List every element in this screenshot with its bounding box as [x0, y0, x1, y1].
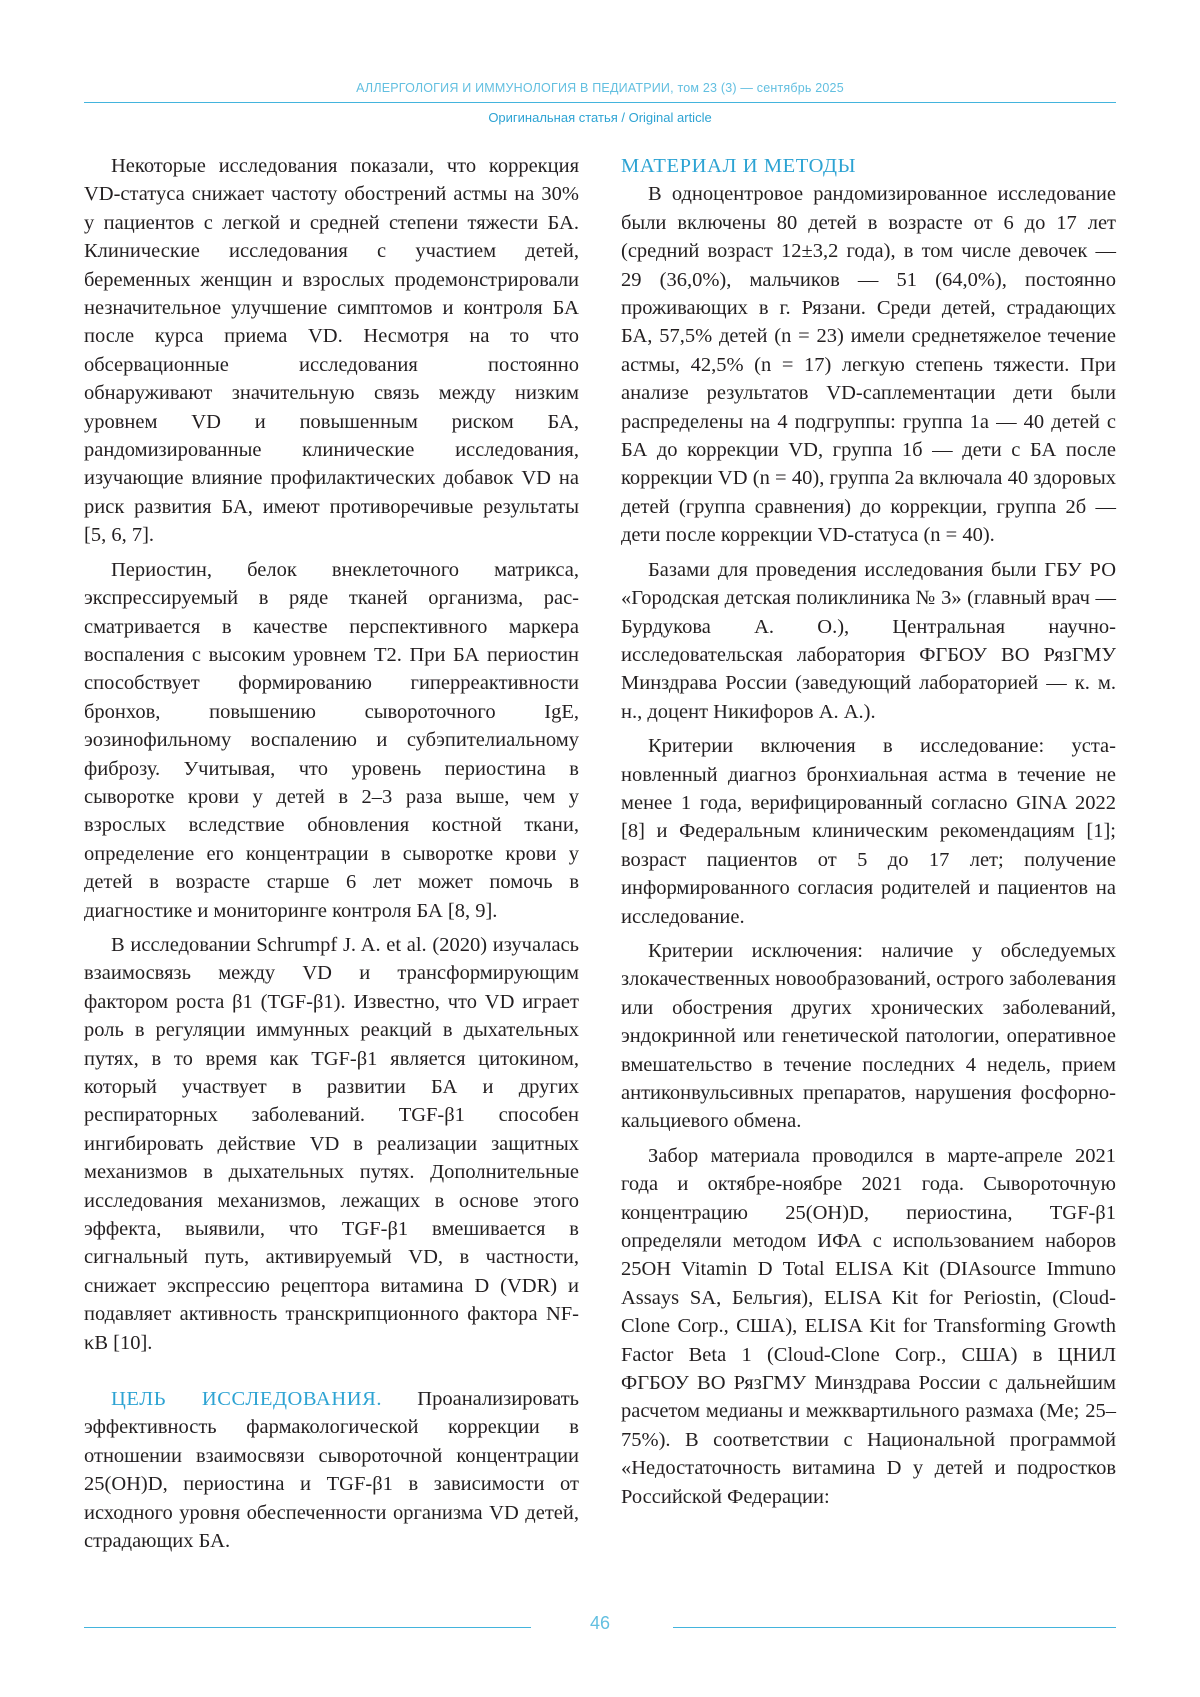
paragraph-vd-correction: Некоторые исследования показали, что коррекция VD-статуса снижает частоту обострений астмы на 30% у пациентов с легкой и средней степени тяжести БА. Клинические исследования с участием детей, беременных женщин и взрослых продемонстрировали незначительное улучшение симптомов и контроля БА после курса приема VD. Несмотря на то что обсервационные исследования постоянно обнаруживают значительную связь между низким уровнем VD и повышенным риском БА, рандомизированные клинические исследования, изучающие влияние профилактических добавок VD на риск развития БА, имеют противоречивые результаты [5, 6, 7].: [84, 155, 579, 547]
page-number: 46: [589, 1613, 611, 1633]
paragraph-tgf-beta: В исследовании Schrumpf J. A. et al. (2020) изучалась взаимосвязь между VD и трансформирующим фактором роста β1 (TGF-β1). Известно, что VD играет роль в регуляции иммунных реакций в дыхательных путях, в то время как TGF-β1 является цитокином, который участвует в развитии БА и других респираторных заболеваний. TGF-β1 способен ингибировать действие VD в реализации защитных механизмов в дыхательных путях. Дополнительные исследования механизмов, лежащих в основе этого эффекта, выявили, что TGF-β1 вмешивается в сигнальный путь, активируемый VD, в частности, снижает экспрессию рецептора витамина D (VDR) и подавляет активность транскрипционного фактора NF-κB [10].: [84, 933, 579, 1354]
left-column: [84, 152, 579, 1562]
paragraph-study-bases: Базами для проведения исследования были ГБУ РО «Городская детская поликлиника № 3» (главный врач — Бурдукова А. О.), Центральная научно-исследовательская лаборатория ФГБОУ ВО РязГМУ Минздрава России (заведующий лабораторией — к. м. н., доцент Никифоров А. А.).: [621, 558, 1116, 723]
journal-header: АЛЛЕРГОЛОГИЯ И ИММУНОЛОГИЯ В ПЕДИАТРИИ, том 23 (3) — сентябрь 2025: [356, 81, 844, 95]
aim-text: Проанализировать эффективность фармакологической коррекции в отношении взаимосвязи сывороточной концентрации 25(OH)D, периостина и TGF-β1 в зависимости от исходного уровня обеспеченности организма VD детей, страдающих БА.: [84, 1388, 579, 1553]
section-heading-methods: МАТЕРИАЛ И МЕТОДЫ: [621, 155, 857, 177]
right-column: [621, 152, 1116, 1517]
paragraph-exclusion-criteria: Критерии исключения: наличие у обследуемых злокачественных новообразований, острого заболевания или обострения других хронических заболеваний, эндокринной или генетической патологии, оперативное вмешательство в течение последних 4 недель, прием антиконвульсивных препаратов, нарушения фосфорно-кальциевого обмена.: [621, 939, 1116, 1133]
footer-divider-right: [673, 1627, 1116, 1628]
paragraph-study-aim: [84, 1385, 579, 1555]
article-type-label: Оригинальная статья / Original article: [488, 110, 712, 125]
aim-heading: ЦЕЛЬ ИССЛЕДОВАНИЯ.: [111, 1388, 383, 1411]
header-divider: [84, 102, 1116, 103]
paragraph-study-design: В одноцентровое рандомизированное исследование были включены 80 детей в возрасте от 6 до 17 лет (средний возраст 12±3,2 года), в том числе девочек — 29 (36,0%), мальчиков — 51 (64,0%), постоянно проживающих в г. Рязани. Среди детей, страдающих БА, 57,5% детей (n = 23) имели среднетяжелое течение астмы, 42,5% (n = 17) легкую степень тяжести. При анализе результатов VD-саплементации дети были распределены на 4 подгруппы: группа 1а — 40 детей с БА до коррекции VD, группа 1б — дети с БА после коррекции VD (n = 40), группа 2а включала 40 здоровых детей (группа сравнения) до коррекции, группа 2б — дети после коррекции VD-статуса (n = 40).: [621, 183, 1116, 547]
paragraph-inclusion-criteria: Критерии включения в исследование: установленный диагноз бронхиальная астма в течение не менее 1 года, верифицированный согласно GINA 2022 [8] и Федеральным клиническим рекомендациям [1]; возраст пациентов от 5 до 17 лет; получение информированного согласия родителей и пациентов на исследование.: [621, 735, 1116, 928]
paragraph-sampling: Забор материала проводился в марте-апреле 2021 года и октябре-ноябре 2021 года. Сывороточную концентрацию 25(OH)D, периостина, TGF-β1 определяли методом ИФА с использованием наборов 25OH Vitamin D Total ELISA Kit (DIAsource Immuno Assays SA, Бельгия), ELISA Kit for Periostin, (Cloud-Clone Corp., США), ELISA Kit for Transforming Growth Factor Beta 1 (Cloud-Clone Corp., США) в ЦНИЛ ФГБОУ ВО РязГМУ Минздрава России с дальнейшим расчетом медианы и межквартильного размаха (Me; 25–75%). В соответствии с Национальной программой «Недостаточность витамина D у детей и подростков Российской Федерации:: [621, 1144, 1116, 1508]
paragraph-periostin: Периостин, белок внеклеточного матрикса, экспрессируемый в ряде тканей организма, рассматривается в качестве перспективного маркера воспаления с высоким уровнем Т2. При БА периостин способствует формированию гиперреактивности бронхов, повышению сывороточного IgE, эозинофильному воспалению и субэпителиальному фиброзу. Учитывая, что уровень периостина в сыворотке крови у детей в 2–3 раза выше, чем у взрослых вследствие обновления костной ткани, определение его концентрации в сыворотке крови у детей в возрасте старше 6 лет может помочь в диагностике и мониторинге контроля БА [8, 9].: [84, 558, 579, 922]
